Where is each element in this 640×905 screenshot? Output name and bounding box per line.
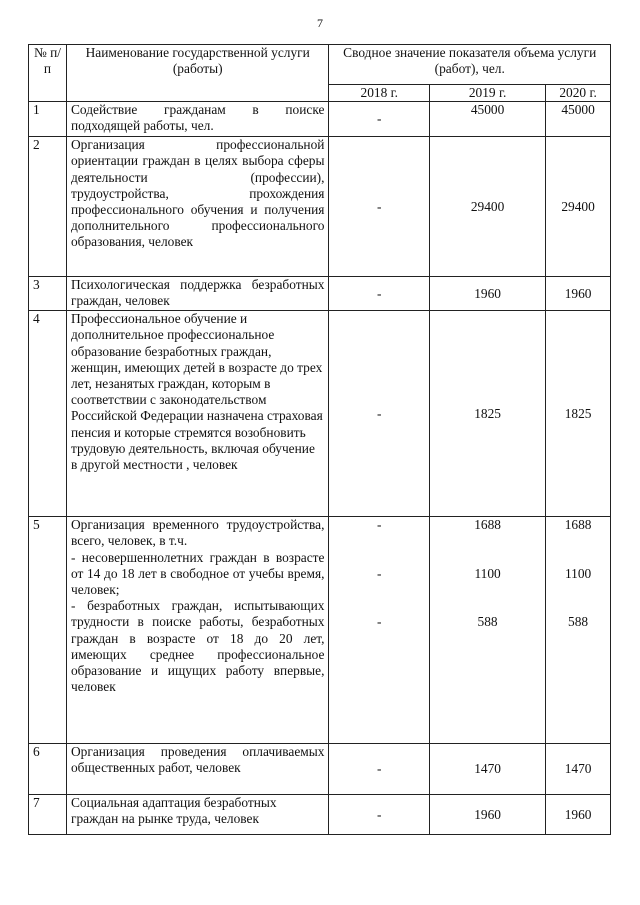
service-name: Социальная адаптация безработных граждан на рынке труда, человек — [66, 795, 329, 835]
value-2019: 1825 — [430, 311, 546, 517]
row-num: 1 — [29, 102, 67, 137]
value-2019: 29400 — [430, 137, 546, 277]
service-name-part-minors: - несовершеннолетних граждан в возрасте от 14 до 18 лет в свободное от учебы время, человек; — [70, 549, 325, 598]
row-num: 3 — [29, 277, 67, 311]
service-name — [66, 517, 329, 744]
service-name: Организация проведения оплачиваемых общественных работ, человек — [66, 744, 329, 795]
service-name: Организация профессиональной ориентации граждан в целях выбора сферы деятельности (профессии), трудоустройства, прохождения профессионального обучения и получения дополнительного профессионального образования, человек — [66, 137, 329, 277]
value-2019: 1960 — [430, 277, 546, 311]
table-row — [29, 137, 611, 277]
header-year-2020: 2020 г. — [546, 85, 611, 102]
service-name: Профессиональное обучение и дополнительное профессиональное образование безработных граждан, женщин, имеющих детей в возрасте до трех лет, незанятых граждан, которым в соответствии с законодательством Российской Федерации назначена страховая пенсия и которые стремятся возобновить трудовую деятельность, включая обучение в другой местности , человек — [66, 311, 329, 517]
value-2018: - — [329, 102, 430, 137]
table-row — [29, 517, 611, 744]
table-row — [29, 311, 611, 517]
service-name-part-total: Организация временного трудоустройства, всего, человек, в т.ч. — [70, 517, 325, 549]
value-2019 — [430, 517, 546, 744]
value-unemployed: - — [377, 614, 382, 630]
value-2019: 45000 — [430, 102, 546, 137]
header-summary: Сводное значение показателя объема услуги (работ), чел. — [329, 45, 611, 85]
value-2019: 1960 — [430, 795, 546, 835]
row-num: 4 — [29, 311, 67, 517]
header-year-2019: 2019 г. — [430, 85, 546, 102]
service-name-part-unemployed: - безработных граждан, испытывающих трудности в поиске работы, безработных граждан в возрасте от 18 до 20 лет, имеющих среднее профессиональное образование и ищущих работу впервые, человек — [70, 598, 325, 695]
services-table — [28, 44, 611, 835]
value-2020: 1960 — [546, 277, 611, 311]
header-name: Наименование государственной услуги (работы) — [66, 45, 329, 102]
row-num: 5 — [29, 517, 67, 744]
service-name: Психологическая поддержка безработных граждан, человек — [66, 277, 329, 311]
value-2020: 1470 — [546, 744, 611, 795]
value-2019: 1470 — [430, 744, 546, 795]
value-2018: - — [329, 744, 430, 795]
value-2020: 45000 — [546, 102, 611, 137]
page-number: 7 — [317, 16, 323, 30]
value-2018: - — [329, 795, 430, 835]
value-total: - — [377, 517, 382, 533]
table-row — [29, 795, 611, 835]
value-minors: 1100 — [564, 565, 592, 581]
table-row — [29, 744, 611, 795]
value-total: 1688 — [474, 517, 501, 533]
value-2020: 29400 — [546, 137, 611, 277]
header-num: № п/п — [29, 45, 67, 102]
row-num: 2 — [29, 137, 67, 277]
table-row — [29, 102, 611, 137]
value-2018: - — [329, 277, 430, 311]
value-2018 — [329, 517, 430, 744]
value-2020: 1825 — [546, 311, 611, 517]
service-name: Содействие гражданам в поиске подходящей работы, чел. — [66, 102, 329, 137]
header-year-2018: 2018 г. — [329, 85, 430, 102]
value-minors: - — [377, 565, 382, 581]
value-total: 1688 — [564, 517, 592, 533]
table-row — [29, 277, 611, 311]
row-num: 6 — [29, 744, 67, 795]
value-2018: - — [329, 311, 430, 517]
value-unemployed: 588 — [477, 614, 498, 630]
value-unemployed: 588 — [568, 614, 589, 630]
row-num: 7 — [29, 795, 67, 835]
value-2020 — [546, 517, 611, 744]
value-2020: 1960 — [546, 795, 611, 835]
value-minors: 1100 — [474, 565, 501, 581]
value-2018: - — [329, 137, 430, 277]
